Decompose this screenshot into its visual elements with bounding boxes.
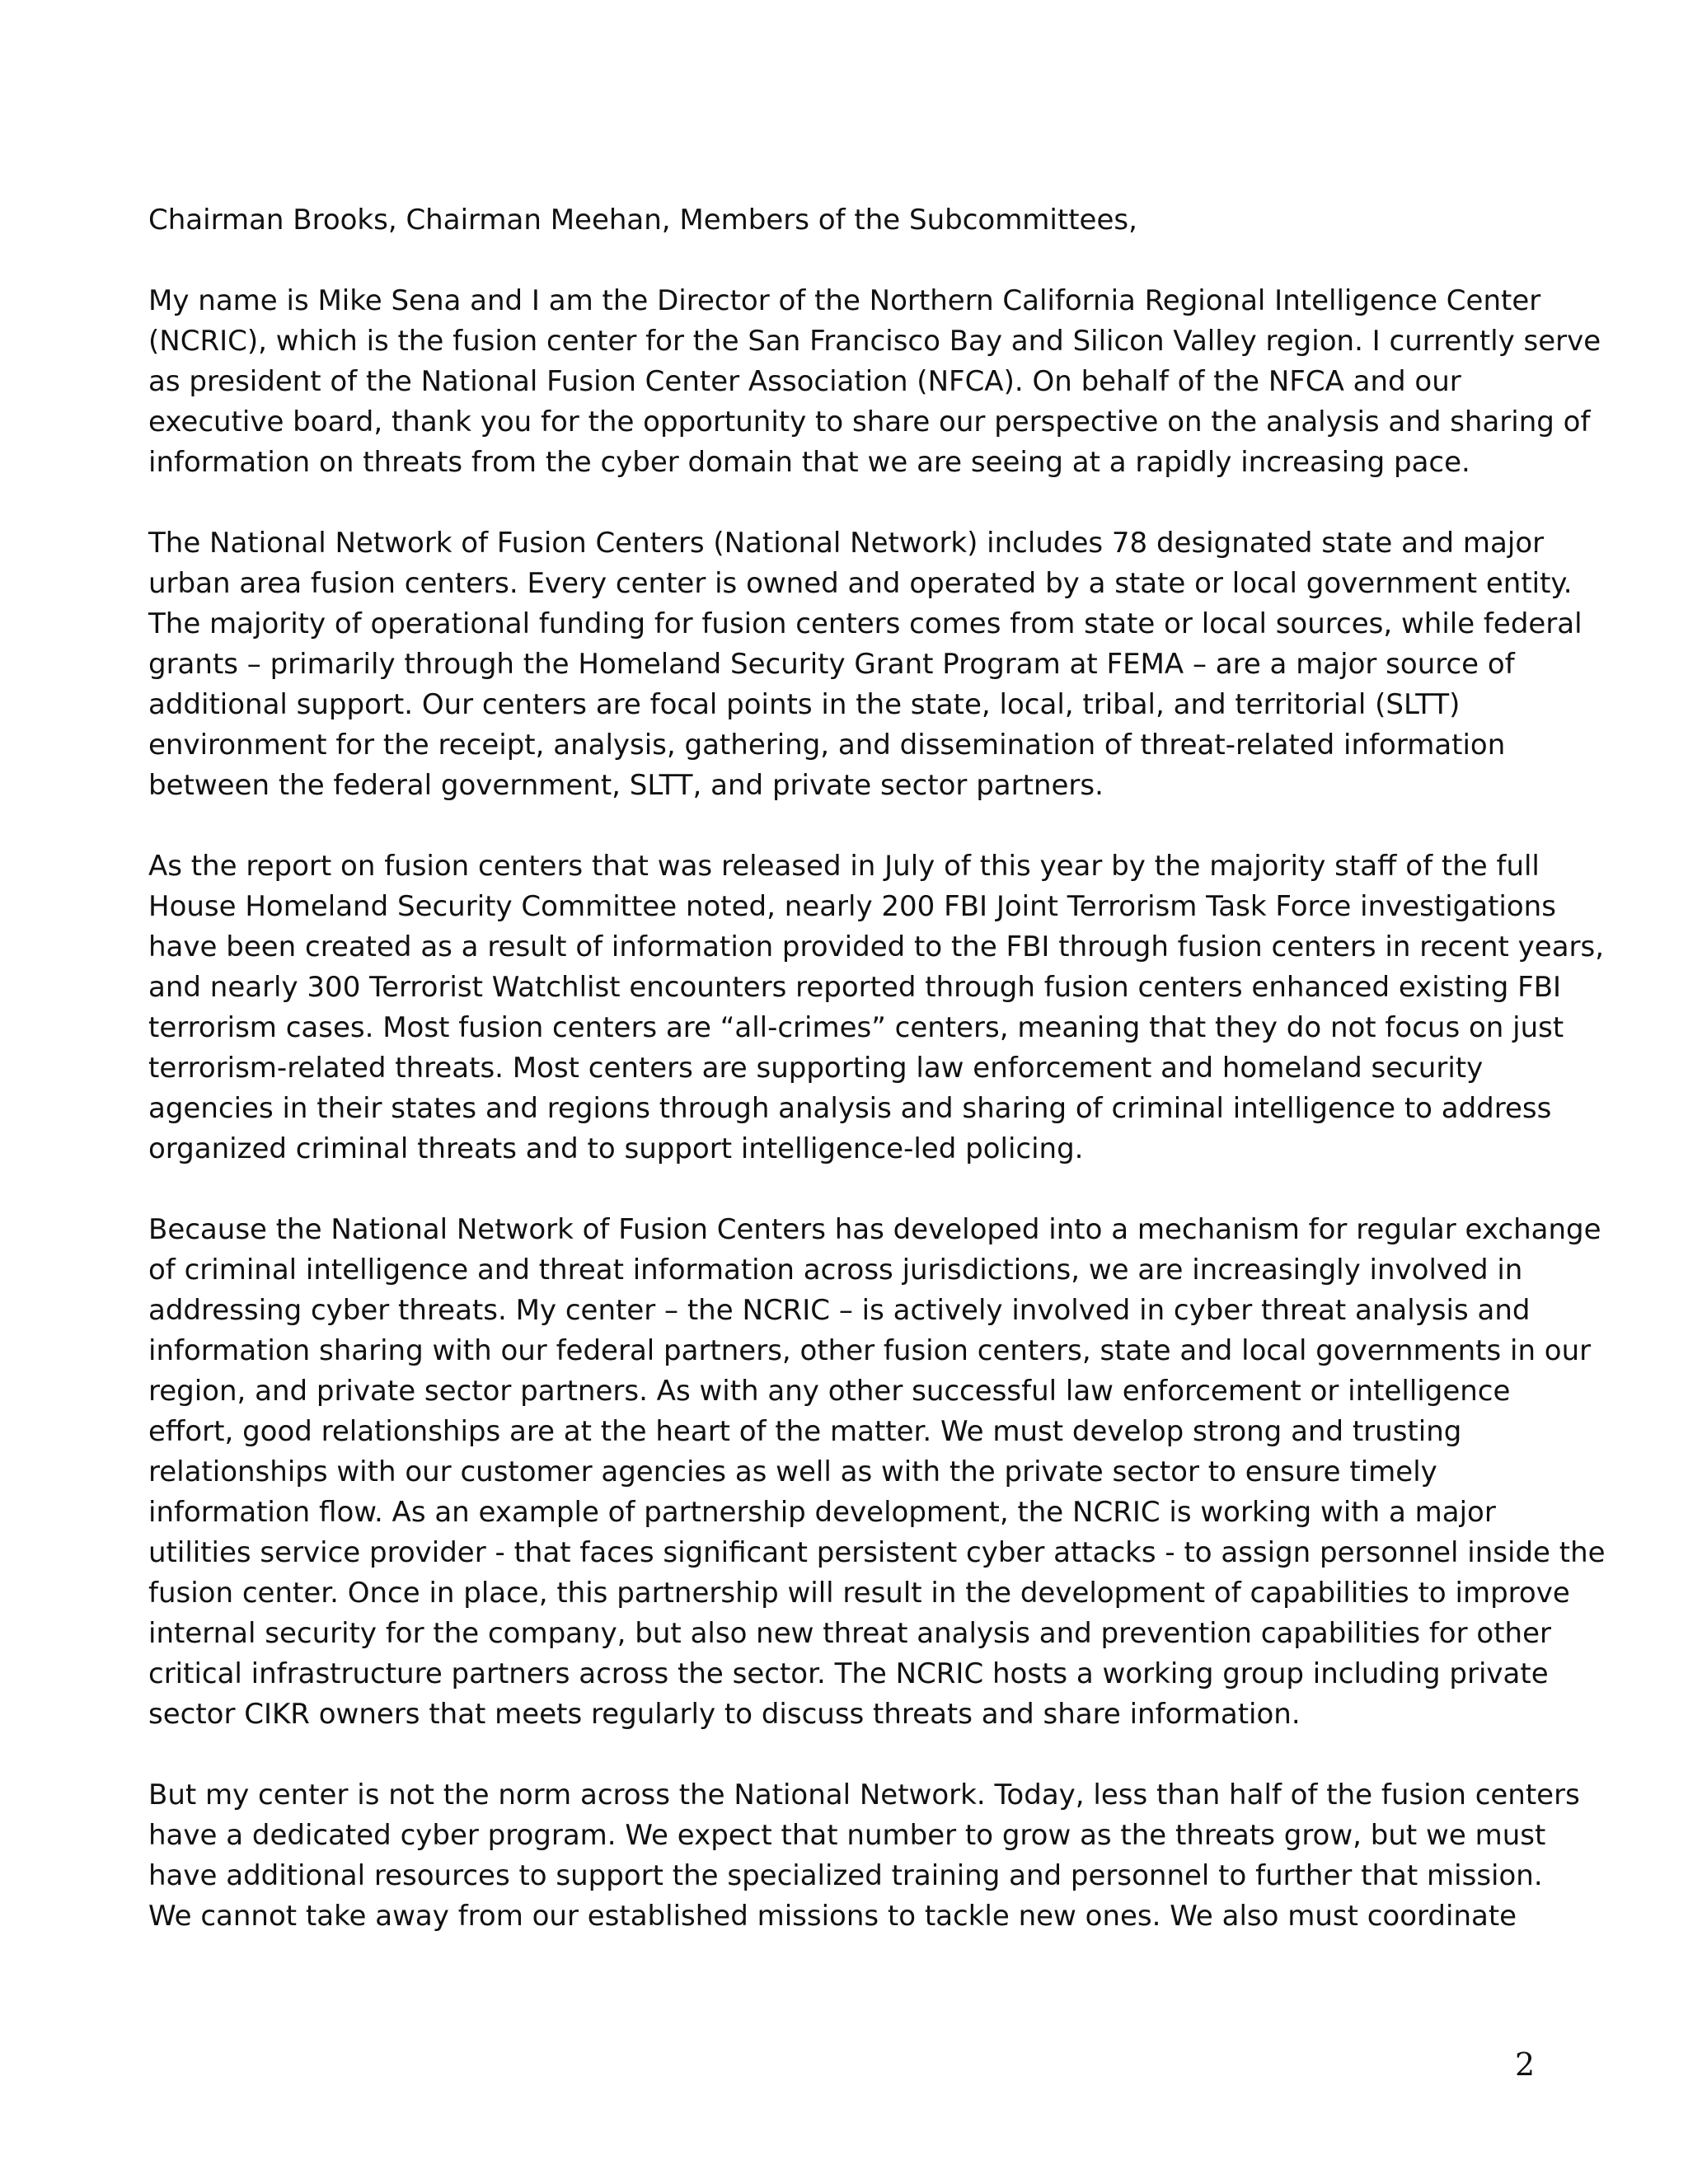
text-line: We cannot take away from our established missions to tackle new ones. We also must coordinate [148, 1900, 1517, 1933]
letter-body [148, 200, 1606, 1937]
paragraph-gap [148, 806, 1550, 846]
text-line: of criminal intelligence and threat information across jurisdictions, we are increasingly involved in [148, 1254, 1523, 1286]
text-line: As the report on fusion centers that was released in July of this year by the majority staff of the full [148, 850, 1540, 883]
text-line: critical infrastructure partners across the sector. The NCRIC hosts a working group including private [148, 1657, 1549, 1690]
text-line: internal security for the company, but also new threat analysis and prevention capabilities for other [148, 1617, 1551, 1650]
text-line: urban area fusion centers. Every center is owned and operated by a state or local government entity. [148, 567, 1573, 600]
salutation: Chairman Brooks, Chairman Meehan, Members of the Subcommittees, [148, 204, 1137, 237]
text-line: information flow. As an example of partnership development, the NCRIC is working with a major [148, 1496, 1496, 1529]
text-line: House Homeland Security Committee noted, nearly 200 FBI Joint Terrorism Task Force investigations [148, 890, 1556, 923]
text-line: utilities service provider - that faces significant persistent cyber attacks - to assign personnel inside the [148, 1536, 1606, 1569]
text-line: My name is Mike Sena and I am the Director of the Northern California Regional Intelligence Center [148, 284, 1541, 317]
paragraph-gap [148, 483, 1550, 523]
text-line: executive board, thank you for the opportunity to share our perspective on the analysis and sharing of [148, 405, 1591, 438]
text-line: Because the National Network of Fusion Centers has developed into a mechanism for regular exchange [148, 1213, 1601, 1246]
paragraph-gap [148, 241, 1550, 281]
paragraph-introduction [148, 281, 1601, 483]
text-line: have been created as a result of information provided to the FBI through fusion centers in recent years, [148, 930, 1605, 963]
paragraph-gap [148, 1169, 1550, 1210]
text-line: region, and private sector partners. As with any other successful law enforcement or intelligence [148, 1375, 1511, 1408]
text-line: organized criminal threats and to support intelligence-led policing. [148, 1132, 1084, 1165]
text-line: sector CIKR owners that meets regularly to discuss threats and share information. [148, 1698, 1301, 1731]
paragraph-national-network [148, 523, 1582, 806]
text-line: relationships with our customer agencies as well as with the private sector to ensure timely [148, 1455, 1437, 1488]
text-line: between the federal government, SLTT, and private sector partners. [148, 769, 1104, 802]
text-line: But my center is not the norm across the National Network. Today, less than half of the fusion centers [148, 1779, 1580, 1811]
text-line: environment for the receipt, analysis, gathering, and dissemination of threat-related information [148, 729, 1506, 762]
paragraph-cyber-threats [148, 1210, 1606, 1735]
text-line: have a dedicated cyber program. We expect that number to grow as the threats grow, but we must [148, 1819, 1546, 1852]
text-line: have additional resources to support the specialized training and personnel to further that mission. [148, 1859, 1543, 1892]
paragraph-report [148, 846, 1605, 1169]
text-line: terrorism cases. Most fusion centers are “all-crimes” centers, meaning that they do not focus on just [148, 1011, 1564, 1044]
text-line: information on threats from the cyber domain that we are seeing at a rapidly increasing pace. [148, 446, 1470, 479]
text-line: terrorism-related threats. Most centers are supporting law enforcement and homeland security [148, 1052, 1484, 1085]
text-line: and nearly 300 Terrorist Watchlist encounters reported through fusion centers enhanced existing FBI [148, 971, 1562, 1004]
text-line: addressing cyber threats. My center – the NCRIC – is actively involved in cyber threat analysis and [148, 1294, 1531, 1327]
text-line: agencies in their states and regions through analysis and sharing of criminal intelligence to address [148, 1092, 1552, 1125]
text-line: The majority of operational funding for fusion centers comes from state or local sources, while federal [148, 607, 1582, 640]
text-line: The National Network of Fusion Centers (National Network) includes 78 designated state and major [148, 527, 1545, 560]
page-number: 2 [1515, 2046, 1536, 2083]
paragraph-gap [148, 1735, 1550, 1775]
text-line: (NCRIC), which is the fusion center for the San Francisco Bay and Silicon Valley region. I currently serve [148, 325, 1601, 358]
text-line: information sharing with our federal partners, other fusion centers, state and local governments in our [148, 1334, 1592, 1367]
text-line: effort, good relationships are at the heart of the matter. We must develop strong and trusting [148, 1415, 1462, 1448]
paragraph-not-the-norm [148, 1775, 1580, 1937]
text-line: additional support. Our centers are focal points in the state, local, tribal, and territorial (SLTT) [148, 688, 1461, 721]
text-line: grants – primarily through the Homeland Security Grant Program at FEMA – are a major source of [148, 648, 1515, 681]
text-line: as president of the National Fusion Center Association (NFCA). On behalf of the NFCA and our [148, 365, 1461, 398]
text-line: fusion center. Once in place, this partnership will result in the development of capabilities to improve [148, 1577, 1570, 1610]
